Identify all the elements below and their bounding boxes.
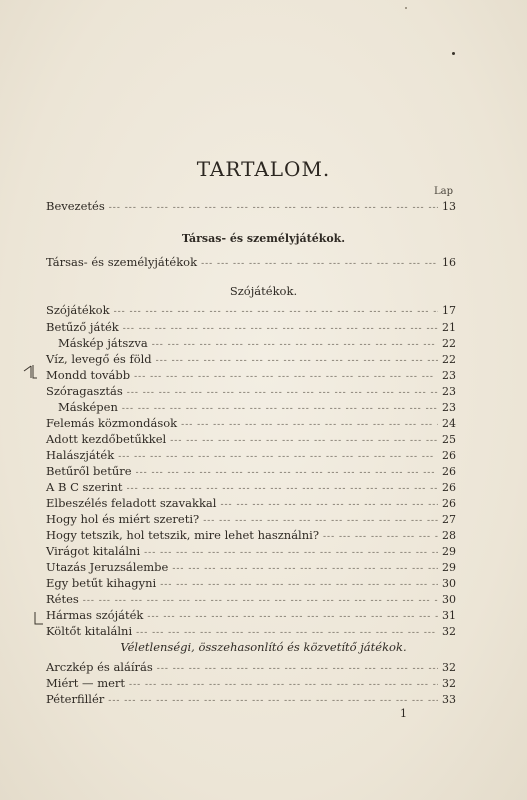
entry-page: 28: [442, 529, 456, 542]
toc-entry: [46, 659, 456, 675]
toc-entry: [46, 399, 456, 415]
toc-entry: [46, 335, 456, 351]
entry-page: 32: [442, 625, 456, 638]
toc-entry: [46, 463, 456, 479]
toc-entry: [46, 431, 456, 447]
entry-label: Felemás közmondások: [46, 416, 178, 430]
toc-entry: [46, 591, 456, 607]
entry-page: 30: [442, 577, 456, 590]
toc-entry: [46, 607, 456, 623]
entry-page: 22: [442, 353, 456, 366]
toc-entry: [46, 575, 456, 591]
entry-label: Egy betűt kihagyni: [46, 576, 157, 590]
entry-label: Hármas szójáték: [46, 608, 144, 622]
entry-page: 32: [442, 661, 456, 674]
entry-label: Társas- és személyjátékok: [46, 255, 198, 269]
entry-label: Adott kezdőbetűkkel: [46, 432, 167, 446]
toc-entry: [46, 319, 456, 335]
toc-entry: [46, 691, 456, 707]
entry-label: Víz, levegő és föld: [46, 352, 152, 366]
dot-leader: [201, 256, 438, 272]
entry-page: 25: [442, 433, 456, 446]
toc-entry: [46, 351, 456, 367]
pencil-mark-icon: [22, 362, 38, 380]
page-column-header: Lap: [433, 186, 453, 197]
entry-page: 33: [442, 693, 456, 706]
entry-label: Költőt kitalálni: [46, 624, 133, 638]
entry-page: 26: [442, 481, 456, 494]
toc-entry: [46, 511, 456, 527]
entry-page: 23: [442, 385, 456, 398]
toc-entry: [46, 623, 456, 639]
entry-label: Másképen: [58, 400, 118, 414]
entry-label: Halászjáték: [46, 448, 115, 462]
toc-entry: [46, 543, 456, 559]
entry-label: Mondd tovább: [46, 368, 131, 382]
dot-leader: [114, 304, 438, 320]
entry-label: Hogy tetszik, hol tetszik, mire lehet használni?: [46, 528, 319, 542]
entry-page: 29: [442, 545, 456, 558]
entry-label: Bevezetés: [46, 199, 105, 213]
entry-page: 13: [442, 200, 456, 213]
page-title: TARTALOM.: [196, 157, 331, 181]
paper-speck-icon: [405, 7, 407, 9]
entry-page: 23: [442, 369, 456, 382]
dot-leader: [109, 200, 438, 216]
toc-entry: [46, 675, 456, 691]
entry-label: Péterfillér: [46, 692, 105, 706]
entry-label: Virágot kitalálni: [46, 544, 141, 558]
entry-page: 26: [442, 449, 456, 462]
toc-entry: [46, 447, 456, 463]
entry-page: 29: [442, 561, 456, 574]
toc-entry: [46, 495, 456, 511]
entry-label: Miért — mert: [46, 676, 126, 690]
entry-label: Szóragasztás: [46, 384, 123, 398]
toc-entry: [46, 254, 456, 270]
entry-page: 23: [442, 401, 456, 414]
entry-page: 31: [442, 609, 456, 622]
section-heading-veletlen: Véletlenségi, összehasonlító és közvetítő játékok.: [120, 640, 407, 654]
entry-page: 27: [442, 513, 456, 526]
entry-page: 16: [442, 256, 456, 269]
entry-page: 22: [442, 337, 456, 350]
toc-entry: [46, 527, 456, 543]
section-heading-tarsas: Társas- és személyjátékok.: [181, 232, 346, 245]
toc-entry: [46, 198, 456, 214]
toc-entry: [46, 302, 456, 318]
paper-speck-icon: [452, 52, 455, 55]
toc-entry: [46, 559, 456, 575]
entry-label: Betűző játék: [46, 320, 119, 334]
entry-label: Utazás Jeruzsálembe: [46, 560, 169, 574]
entry-page: 26: [442, 465, 456, 478]
entry-label: Hogy hol és miért szereti?: [46, 512, 200, 526]
entry-label: Rétes: [46, 592, 79, 606]
entry-label: Betűről betűre: [46, 464, 132, 478]
entry-page: 17: [442, 304, 456, 317]
entry-label: Elbeszélés feladott szavakkal: [46, 496, 217, 510]
entry-label: Arczkép és aláírás: [46, 660, 153, 674]
dot-leader: [136, 625, 438, 641]
entry-page: 24: [442, 417, 456, 430]
entry-label: Szójátékok: [46, 303, 110, 317]
pencil-bracket-icon: [32, 611, 44, 625]
entry-page: 30: [442, 593, 456, 606]
dot-leader: [108, 693, 438, 709]
entry-page: 26: [442, 497, 456, 510]
toc-entry: [46, 415, 456, 431]
toc-entry: [46, 383, 456, 399]
toc-entry: [46, 479, 456, 495]
entry-label: A B C szerint: [46, 480, 123, 494]
toc-entry: [46, 367, 456, 383]
section-heading-szo: Szójátékok.: [229, 284, 298, 298]
entry-page: 21: [442, 321, 456, 334]
page-folio: 1: [400, 707, 407, 720]
entry-page: 32: [442, 677, 456, 690]
entry-label: Máskép játszva: [58, 336, 148, 350]
